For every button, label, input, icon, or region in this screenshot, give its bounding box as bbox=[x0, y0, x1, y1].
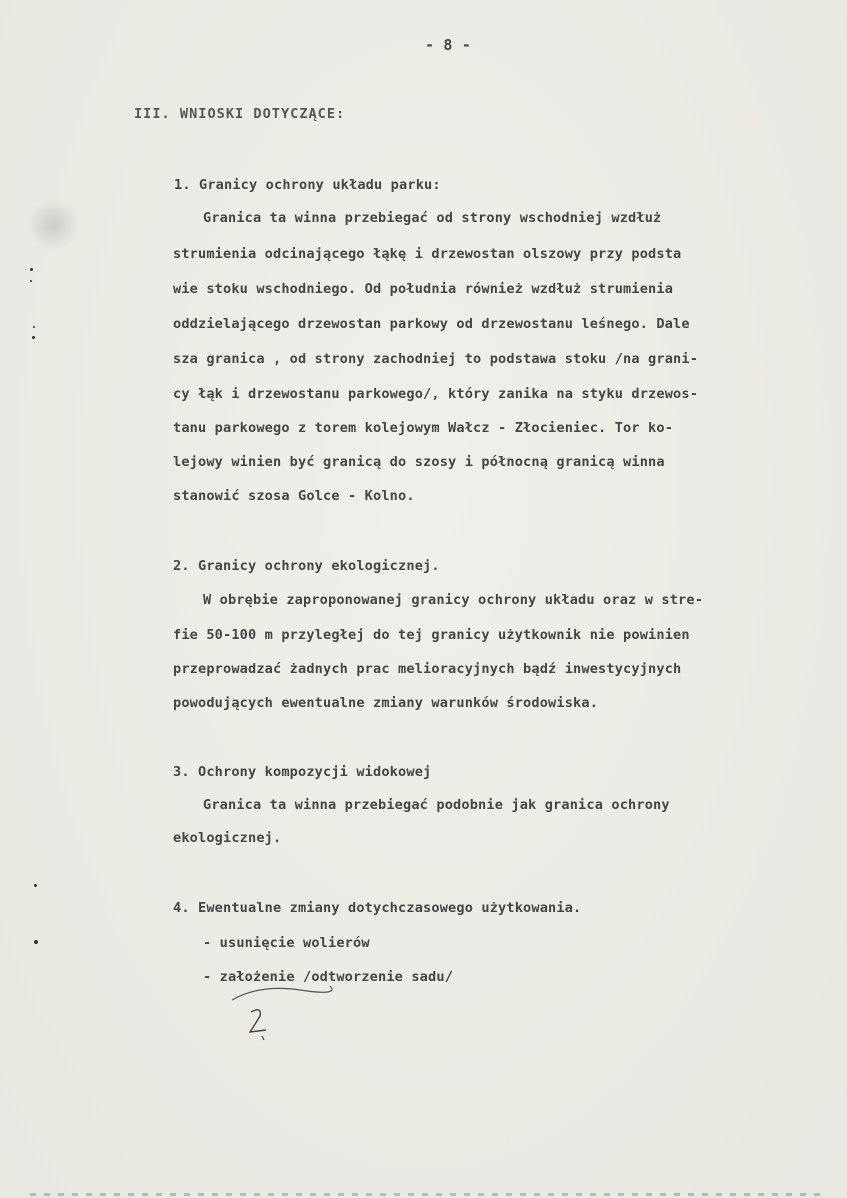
section-2-heading: 2. Granicy ochrony ekologicznej. bbox=[173, 558, 440, 574]
section-1-line: stanowić szosa Golce - Kolno. bbox=[173, 488, 415, 504]
section-title: III. WNIOSKI DOTYCZĄCE: bbox=[134, 106, 346, 122]
section-3-line: ekologicznej. bbox=[173, 830, 282, 846]
section-2-line: powodujących ewentualne zmiany warunków środowiska. bbox=[173, 695, 599, 711]
section-3-heading: 3. Ochrony kompozycji widokowej bbox=[173, 764, 432, 780]
section-2-line: fie 50-100 m przyległej do tej granicy użytkownik nie powinien bbox=[173, 627, 690, 643]
section-1-line: sza granica , od strony zachodniej to podstawa stoku /na grani- bbox=[173, 351, 699, 367]
section-1-line: wie stoku wschodniego. Od południa również wzdłuż strumienia bbox=[173, 281, 674, 297]
section-3-line: Granica ta winna przebiegać podobnie jak granica ochrony bbox=[203, 797, 670, 813]
section-1-heading: 1. Granicy ochrony układu parku: bbox=[174, 177, 441, 193]
section-4-heading: 4. Ewentualne zmiany dotychczasowego użytkowania. bbox=[173, 900, 582, 916]
section-1-line: lejowy winien być granicą do szosy i północną granicą winna bbox=[173, 454, 665, 470]
page-number: - 8 - bbox=[425, 36, 471, 54]
page-edge bbox=[30, 1193, 820, 1196]
section-4-line: - założenie /odtworzenie sadu/ bbox=[203, 969, 454, 985]
section-1-line: Granica ta winna przebiegać od strony wschodniej wzdłuż bbox=[203, 210, 662, 226]
section-2-line: przeprowadzać żadnych prac melioracyjnych bądź inwestycyjnych bbox=[173, 661, 682, 677]
section-1-line: cy łąk i drzewostanu parkowego/, który zanika na styku drzewos- bbox=[173, 386, 699, 402]
section-4-line: - usunięcie wolierów bbox=[203, 935, 370, 951]
section-1-line: oddzielającego drzewostan parkowy od drzewostanu leśnego. Dale bbox=[173, 316, 690, 332]
section-2-line: W obrębie zaproponowanej granicy ochrony układu oraz w stre- bbox=[203, 592, 704, 608]
section-1-line: strumienia odcinającego łąkę i drzewostan olszowy przy podsta bbox=[173, 246, 682, 262]
section-1-line: tanu parkowego z torem kolejowym Wałcz - Złocieniec. Tor ko- bbox=[173, 420, 674, 436]
